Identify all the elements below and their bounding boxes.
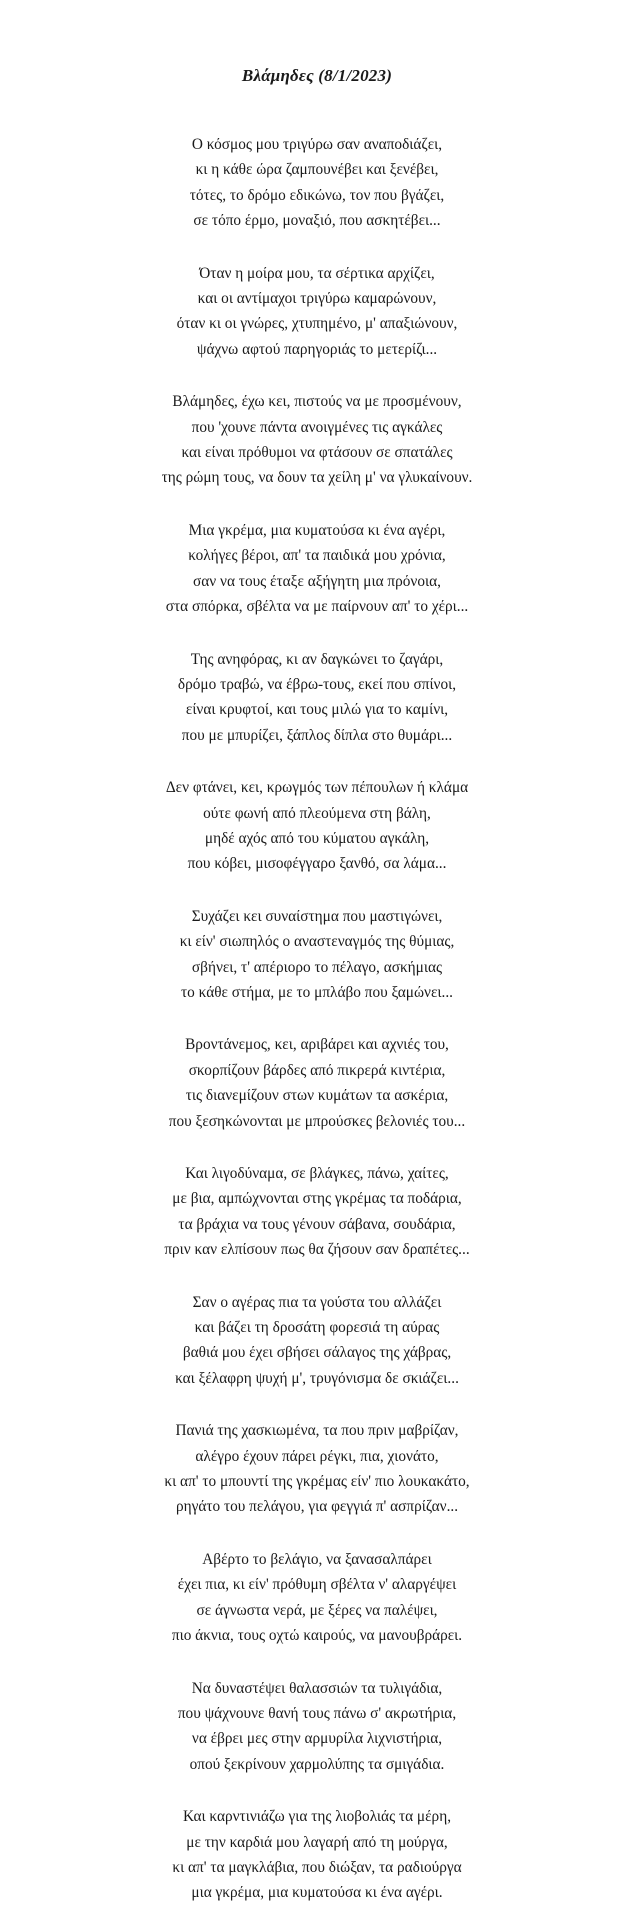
poem-line: της ρώμη τους, να δουν τα χείλη μ' να γλυκαίνουν. <box>161 469 473 487</box>
stanza <box>0 1418 634 1520</box>
poem-line: Της ανηφόρας, κι αν δαγκώνει το ζαγάρι, <box>190 650 444 668</box>
poem-line: Όταν η μοίρα μου, τα σέρτικα αρχίζει, <box>199 264 435 282</box>
poem-line: κι απ' το μπουντί της γκρέμας είν' πιο λουκακάτο, <box>164 1473 470 1491</box>
poem-line: έχει πια, κι είν' πρόθυμη σβέλτα ν' αλαργέψει <box>177 1576 457 1594</box>
poem-line: κι είν' σιωπηλός ο αναστεναγμός της θύμιας, <box>179 933 455 951</box>
poem-line: Βλάμηδες, έχω κει, πιστούς να με προσμένουν, <box>172 393 462 411</box>
poem-line: τις διανεμίζουν στων κυμάτων τα ασκέρια, <box>185 1087 449 1105</box>
poem-line: βαθιά μου έχει σβήσει σάλαγος της χάβρας, <box>182 1344 452 1362</box>
stanza <box>0 904 634 1006</box>
poem-line: Βροντάνεμος, κει, αριβάρει και αχνιές του, <box>185 1036 449 1054</box>
poem-line: στα σπόρκα, σβέλτα να με παίρνουν απ' το χέρι... <box>165 598 469 616</box>
poem-line: Και καρντινιάζω για της λιοβολιάς τα μέρη, <box>182 1808 452 1826</box>
poem-line: και είναι πρόθυμοι να φτάσουν σε σπατάλες <box>181 444 453 462</box>
poem-line: Μια γκρέμα, μια κυματούσα κι ένα αγέρι, <box>188 521 446 539</box>
stanza <box>0 1804 634 1906</box>
poem-line: Να δυναστέψει θαλασσιών τα τυλιγάδια, <box>191 1679 443 1697</box>
poem-line: οπού ξεκρίνουν χαρμολύπης τα σμιγάδια. <box>189 1755 445 1773</box>
poem-line: σκορπίζουν βάρδες από πικρερά κιντέρια, <box>188 1061 446 1079</box>
poem-line: σε άγνωστα νερά, με ξέρες να παλέψει, <box>196 1601 438 1619</box>
poem-line: κι η κάθε ώρα ζαμπουνέβει και ξενέβει, <box>195 161 439 179</box>
poem-line: πιο άκνια, τους οχτώ καιρούς, να μανουβράρει. <box>171 1627 463 1645</box>
poem-line: δρόμο τραβώ, να έβρω-τους, εκεί που σπίνοι, <box>177 675 457 693</box>
stanza <box>0 775 634 877</box>
poem-line: Και λιγοδύναμα, σε βλάγκες, πάνω, χαίτες, <box>185 1165 449 1182</box>
poem-line: με την καρδιά μου λαγαρή από τη μούργα, <box>186 1833 448 1851</box>
poem-line: που ξεσηκώνονται με μπρούσκες βελονιές του... <box>168 1112 466 1130</box>
stanza <box>0 1547 634 1649</box>
poem-line: κολήγες βέροι, απ' τα παιδικά μου χρόνια, <box>188 547 446 565</box>
poem-line: ψάχνω αφτού παρηγοριάς το μετερίζι... <box>196 340 438 358</box>
stanza <box>0 1290 634 1392</box>
poem-line: τα βράχια να τους γένουν σάβανα, σουδάρια, <box>178 1215 456 1233</box>
poem-line: Ο κόσμος μου τριγύρω σαν αναποδιάζει, <box>191 136 443 153</box>
poem-body <box>0 132 634 1906</box>
poem-line: μηδέ αχός από του κύματου αγκάλη, <box>204 829 430 847</box>
stanza <box>0 261 634 363</box>
poem-line: κι απ' τα μαγκλάβια, που διώξαν, τα ραδιούργα <box>172 1858 462 1876</box>
poem-line: Σαν ο αγέρας πια τα γούστα του αλλάζει <box>192 1293 442 1311</box>
poem-line: και βάζει τη δροσάτη φορεσιά τη αύρας <box>194 1319 440 1337</box>
poem-line: όταν κι οι γνώρες, χτυπημένο, μ' απαξιώνουν, <box>176 315 458 333</box>
poem-title: Βλάμηδες (8/1/2023) <box>241 66 393 85</box>
poem-line: να έβρει μες στην αρμυρίλα λιχνιστήρια, <box>191 1730 443 1748</box>
poem-line: με βια, αμπώχνονται στης γκρέμας τα ποδάρια, <box>172 1190 462 1208</box>
poem-line: το κάθε στήμα, με το μπλάβο που ξαμώνει... <box>181 983 453 1001</box>
poem-line: πριν καν ελπίσουν πως θα ζήσουν σαν δραπέτες... <box>164 1241 470 1259</box>
poem-line: Δεν φτάνει, κει, κρωγμός των πέπουλων ή κλάμα <box>165 779 469 797</box>
poem-line: σβήνει, τ' απέριορο το πέλαγο, ασκήμιας <box>191 958 443 976</box>
poem-line: είναι κρυφτοί, και τους μιλώ για το καμίνι, <box>185 701 449 719</box>
poem-line: που ψάχνουνε θανή τους πάνω σ' ακρωτήρια, <box>177 1704 457 1722</box>
stanza <box>0 389 634 491</box>
stanza <box>0 132 634 234</box>
poem-line: που 'χουνε πάντα ανοιγμένες τις αγκάλες <box>191 418 443 436</box>
poem-line: που με μπυρίζει, ξάπλος δίπλα στο θυμάρι... <box>181 726 453 744</box>
stanza <box>0 647 634 749</box>
poem-line: τότες, το δρόμο εδικώνω, τον που βγάζει, <box>189 186 445 204</box>
poem-line: σαν να τους έταξε αξήγητη μια πρόνοια, <box>193 572 441 590</box>
poem-line: που κόβει, μισοφέγγαρο ξανθό, σα λάμα... <box>187 855 447 873</box>
poem-line: και ξέλαφρη ψυχή μ', τρυγόνισμα δε σκιάζει... <box>175 1369 459 1387</box>
poem-line: αλέγρο έχουν πάρει ρέγκι, πια, χιονάτο, <box>195 1447 439 1465</box>
poem-line: Πανιά της χασκιωμένα, τα που πριν μαβρίζαν, <box>175 1422 459 1440</box>
stanza <box>0 518 634 620</box>
stanza <box>0 1032 634 1134</box>
poem-line: μια γκρέμα, μια κυματούσα κι ένα αγέρι. <box>191 1884 443 1902</box>
stanza <box>0 1676 634 1778</box>
poem-line: και οι αντίμαχοι τριγύρω καμαρώνουν, <box>197 290 437 308</box>
poem-line: Αβέρτο το βελάγιο, να ξανασαλπάρει <box>202 1550 432 1568</box>
poem-line: ούτε φωνή από πλεούμενα στη βάλη, <box>203 804 431 822</box>
poem-line: Συχάζει κει συναίστημα που μαστιγώνει, <box>191 907 443 925</box>
poem-line: σε τόπο έρμο, μοναξιό, που ασκητέβει... <box>193 212 441 230</box>
stanza <box>0 1161 634 1263</box>
poem-line: ρηγάτο του πελάγου, για φεγγιά π' ασπρίζαν... <box>175 1498 459 1516</box>
